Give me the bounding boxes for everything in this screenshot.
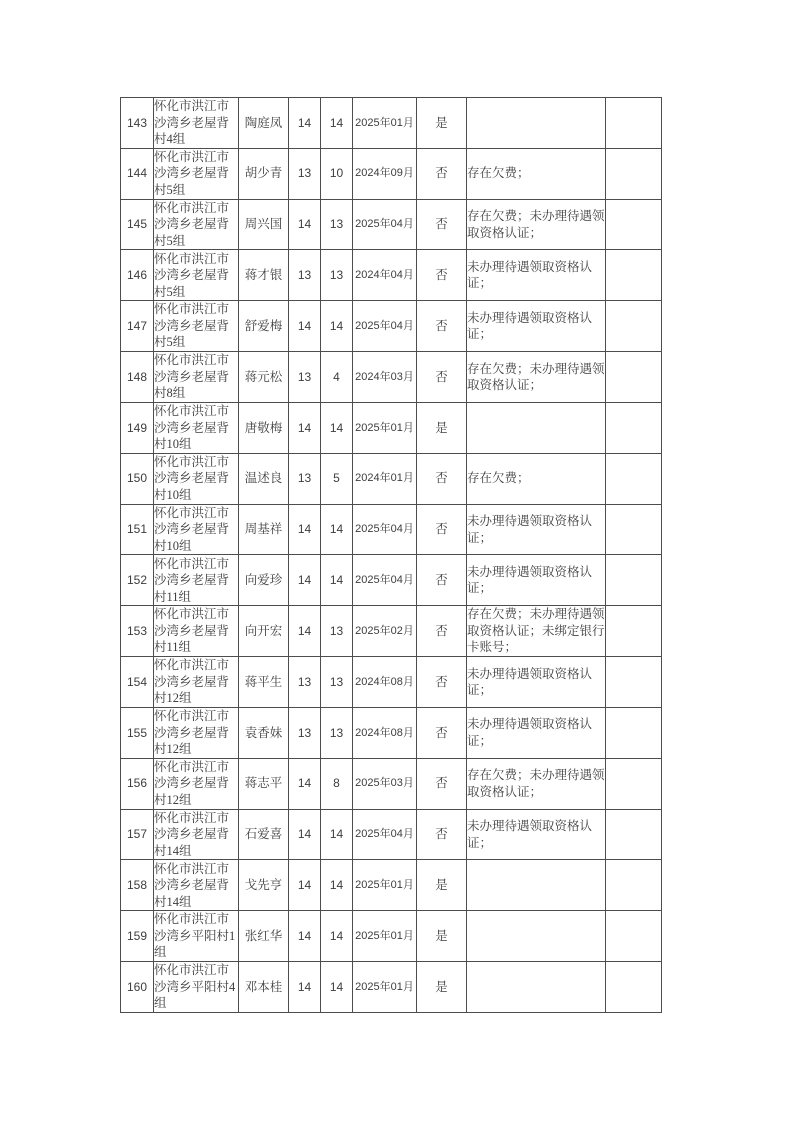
count-a-cell: 14	[289, 402, 321, 453]
count-b-cell: 14	[321, 962, 353, 1013]
row-index-cell: 152	[121, 555, 154, 606]
row-index-cell: 143	[121, 98, 154, 149]
address-cell: 怀化市洪江市沙湾乡平阳村1组	[154, 911, 239, 962]
table-row	[121, 758, 662, 809]
table-row	[121, 453, 662, 504]
count-b-cell: 14	[321, 504, 353, 555]
address-cell: 怀化市洪江市沙湾乡老屋背村12组	[154, 657, 239, 708]
address-cell: 怀化市洪江市沙湾乡老屋背村14组	[154, 860, 239, 911]
name-cell: 舒爱梅	[239, 301, 289, 352]
name-cell: 周基祥	[239, 504, 289, 555]
count-a-cell: 14	[289, 962, 321, 1013]
month-cell: 2024年08月	[353, 707, 417, 758]
count-b-cell: 13	[321, 250, 353, 301]
address-cell: 怀化市洪江市沙湾乡老屋背村11组	[154, 555, 239, 606]
count-a-cell: 13	[289, 250, 321, 301]
blank-cell	[606, 504, 662, 555]
count-a-cell: 14	[289, 301, 321, 352]
row-index-cell: 158	[121, 860, 154, 911]
blank-cell	[606, 301, 662, 352]
table-row	[121, 301, 662, 352]
row-index-cell: 157	[121, 809, 154, 860]
remarks-cell: 存在欠费；未办理待遇领取资格认证；	[467, 352, 606, 403]
count-b-cell: 8	[321, 758, 353, 809]
count-b-cell: 14	[321, 809, 353, 860]
row-index-cell: 159	[121, 911, 154, 962]
month-cell: 2024年08月	[353, 657, 417, 708]
status-cell: 否	[417, 301, 467, 352]
count-b-cell: 5	[321, 453, 353, 504]
records-table-body	[121, 98, 662, 1013]
count-a-cell: 14	[289, 911, 321, 962]
month-cell: 2025年01月	[353, 911, 417, 962]
count-b-cell: 13	[321, 707, 353, 758]
address-cell: 怀化市洪江市沙湾乡老屋背村10组	[154, 453, 239, 504]
remarks-cell	[467, 98, 606, 149]
blank-cell	[606, 606, 662, 657]
address-cell: 怀化市洪江市沙湾乡老屋背村10组	[154, 402, 239, 453]
status-cell: 否	[417, 453, 467, 504]
blank-cell	[606, 911, 662, 962]
row-index-cell: 149	[121, 402, 154, 453]
row-index-cell: 160	[121, 962, 154, 1013]
month-cell: 2025年01月	[353, 402, 417, 453]
count-a-cell: 14	[289, 199, 321, 250]
status-cell: 否	[417, 657, 467, 708]
count-a-cell: 14	[289, 98, 321, 149]
name-cell: 陶庭凤	[239, 98, 289, 149]
month-cell: 2024年09月	[353, 148, 417, 199]
count-a-cell: 13	[289, 453, 321, 504]
remarks-cell: 存在欠费；未办理待遇领取资格认证；未绑定银行卡账号；	[467, 606, 606, 657]
count-a-cell: 13	[289, 707, 321, 758]
status-cell: 是	[417, 860, 467, 911]
name-cell: 蒋平生	[239, 657, 289, 708]
blank-cell	[606, 352, 662, 403]
row-index-cell: 154	[121, 657, 154, 708]
count-a-cell: 14	[289, 758, 321, 809]
remarks-cell	[467, 860, 606, 911]
count-b-cell: 14	[321, 911, 353, 962]
remarks-cell: 存在欠费；未办理待遇领取资格认证；	[467, 758, 606, 809]
address-cell: 怀化市洪江市沙湾乡老屋背村5组	[154, 250, 239, 301]
table-row	[121, 606, 662, 657]
count-b-cell: 13	[321, 657, 353, 708]
remarks-cell: 未办理待遇领取资格认证；	[467, 809, 606, 860]
count-a-cell: 13	[289, 657, 321, 708]
blank-cell	[606, 707, 662, 758]
table-row	[121, 707, 662, 758]
count-b-cell: 4	[321, 352, 353, 403]
count-a-cell: 14	[289, 606, 321, 657]
table-row	[121, 860, 662, 911]
count-b-cell: 14	[321, 860, 353, 911]
remarks-cell: 未办理待遇领取资格认证；	[467, 301, 606, 352]
address-cell: 怀化市洪江市沙湾乡老屋背村5组	[154, 199, 239, 250]
table-row	[121, 911, 662, 962]
count-b-cell: 13	[321, 199, 353, 250]
row-index-cell: 150	[121, 453, 154, 504]
status-cell: 是	[417, 402, 467, 453]
table-row	[121, 504, 662, 555]
blank-cell	[606, 250, 662, 301]
table-row	[121, 657, 662, 708]
status-cell: 是	[417, 962, 467, 1013]
row-index-cell: 144	[121, 148, 154, 199]
name-cell: 唐敬梅	[239, 402, 289, 453]
blank-cell	[606, 199, 662, 250]
remarks-cell: 未办理待遇领取资格认证；	[467, 504, 606, 555]
name-cell: 周兴国	[239, 199, 289, 250]
status-cell: 是	[417, 911, 467, 962]
table-row	[121, 962, 662, 1013]
count-a-cell: 14	[289, 809, 321, 860]
name-cell: 向开宏	[239, 606, 289, 657]
address-cell: 怀化市洪江市沙湾乡老屋背村10组	[154, 504, 239, 555]
month-cell: 2025年04月	[353, 809, 417, 860]
name-cell: 向爱珍	[239, 555, 289, 606]
month-cell: 2024年04月	[353, 250, 417, 301]
month-cell: 2024年01月	[353, 453, 417, 504]
count-a-cell: 14	[289, 860, 321, 911]
blank-cell	[606, 402, 662, 453]
row-index-cell: 153	[121, 606, 154, 657]
status-cell: 否	[417, 555, 467, 606]
remarks-cell	[467, 402, 606, 453]
month-cell: 2025年01月	[353, 962, 417, 1013]
status-cell: 否	[417, 758, 467, 809]
remarks-cell: 未办理待遇领取资格认证；	[467, 555, 606, 606]
row-index-cell: 146	[121, 250, 154, 301]
remarks-cell	[467, 911, 606, 962]
count-a-cell: 13	[289, 148, 321, 199]
row-index-cell: 155	[121, 707, 154, 758]
remarks-cell: 未办理待遇领取资格认证；	[467, 657, 606, 708]
status-cell: 否	[417, 250, 467, 301]
month-cell: 2025年04月	[353, 555, 417, 606]
remarks-cell: 存在欠费；未办理待遇领取资格认证；	[467, 199, 606, 250]
name-cell: 石爱喜	[239, 809, 289, 860]
address-cell: 怀化市洪江市沙湾乡平阳村4组	[154, 962, 239, 1013]
status-cell: 否	[417, 809, 467, 860]
table-row	[121, 809, 662, 860]
status-cell: 否	[417, 199, 467, 250]
records-table	[120, 97, 662, 1013]
month-cell: 2024年03月	[353, 352, 417, 403]
count-b-cell: 14	[321, 301, 353, 352]
month-cell: 2025年02月	[353, 606, 417, 657]
remarks-cell: 未办理待遇领取资格认证；	[467, 707, 606, 758]
row-index-cell: 145	[121, 199, 154, 250]
name-cell: 蒋志平	[239, 758, 289, 809]
table-row	[121, 98, 662, 149]
blank-cell	[606, 758, 662, 809]
name-cell: 胡少青	[239, 148, 289, 199]
address-cell: 怀化市洪江市沙湾乡老屋背村5组	[154, 148, 239, 199]
status-cell: 否	[417, 707, 467, 758]
blank-cell	[606, 453, 662, 504]
count-b-cell: 13	[321, 606, 353, 657]
address-cell: 怀化市洪江市沙湾乡老屋背村12组	[154, 758, 239, 809]
month-cell: 2025年01月	[353, 98, 417, 149]
address-cell: 怀化市洪江市沙湾乡老屋背村4组	[154, 98, 239, 149]
name-cell: 温述良	[239, 453, 289, 504]
name-cell: 蒋元松	[239, 352, 289, 403]
blank-cell	[606, 809, 662, 860]
status-cell: 否	[417, 148, 467, 199]
name-cell: 蒋才银	[239, 250, 289, 301]
month-cell: 2025年04月	[353, 504, 417, 555]
address-cell: 怀化市洪江市沙湾乡老屋背村8组	[154, 352, 239, 403]
count-a-cell: 14	[289, 555, 321, 606]
name-cell: 张红华	[239, 911, 289, 962]
name-cell: 邓本桂	[239, 962, 289, 1013]
count-b-cell: 14	[321, 555, 353, 606]
blank-cell	[606, 962, 662, 1013]
table-row	[121, 148, 662, 199]
status-cell: 是	[417, 98, 467, 149]
remarks-cell	[467, 962, 606, 1013]
table-row	[121, 352, 662, 403]
status-cell: 否	[417, 606, 467, 657]
status-cell: 否	[417, 504, 467, 555]
remarks-cell: 存在欠费；	[467, 148, 606, 199]
blank-cell	[606, 148, 662, 199]
blank-cell	[606, 555, 662, 606]
table-row	[121, 199, 662, 250]
month-cell: 2025年04月	[353, 199, 417, 250]
blank-cell	[606, 657, 662, 708]
address-cell: 怀化市洪江市沙湾乡老屋背村5组	[154, 301, 239, 352]
month-cell: 2025年03月	[353, 758, 417, 809]
remarks-cell: 存在欠费；	[467, 453, 606, 504]
blank-cell	[606, 860, 662, 911]
remarks-cell: 未办理待遇领取资格认证；	[467, 250, 606, 301]
address-cell: 怀化市洪江市沙湾乡老屋背村11组	[154, 606, 239, 657]
address-cell: 怀化市洪江市沙湾乡老屋背村12组	[154, 707, 239, 758]
address-cell: 怀化市洪江市沙湾乡老屋背村14组	[154, 809, 239, 860]
name-cell: 袁香妹	[239, 707, 289, 758]
name-cell: 戈先亨	[239, 860, 289, 911]
table-row	[121, 402, 662, 453]
count-a-cell: 14	[289, 504, 321, 555]
row-index-cell: 151	[121, 504, 154, 555]
row-index-cell: 148	[121, 352, 154, 403]
table-row	[121, 250, 662, 301]
row-index-cell: 156	[121, 758, 154, 809]
month-cell: 2025年04月	[353, 301, 417, 352]
count-b-cell: 14	[321, 98, 353, 149]
count-a-cell: 13	[289, 352, 321, 403]
count-b-cell: 14	[321, 402, 353, 453]
row-index-cell: 147	[121, 301, 154, 352]
blank-cell	[606, 98, 662, 149]
table-row	[121, 555, 662, 606]
month-cell: 2025年01月	[353, 860, 417, 911]
count-b-cell: 10	[321, 148, 353, 199]
status-cell: 否	[417, 352, 467, 403]
